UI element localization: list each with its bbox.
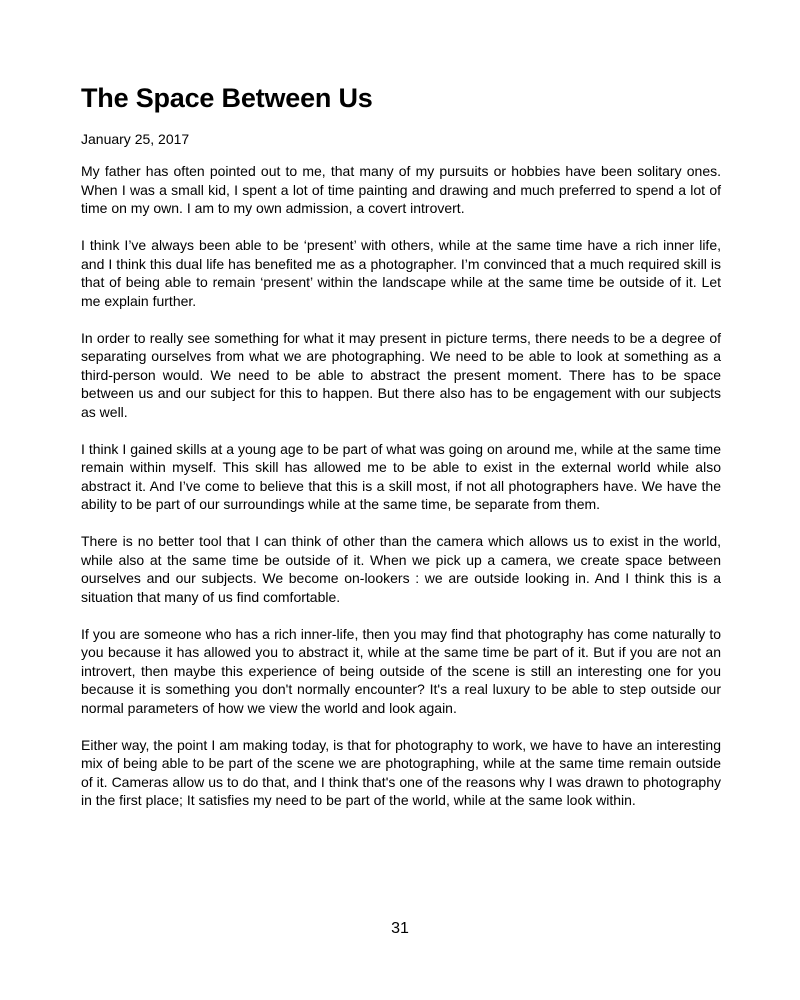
article-date: January 25, 2017 xyxy=(81,131,190,147)
paragraph: In order to really see something for what it may present in picture terms, there needs to be a degree of separating ourselves from what we are photographing. We need to be able to look at something as a third-person would. We need to be able to abstract the present moment. There has to be space between us and our subject for this to happen. But there also has to be engagement with our subjects as well. xyxy=(81,329,721,420)
paragraph: Either way, the point I am making today, is that for photography to work, we have to have an interesting mix of being able to be part of the scene we are photographing, while at the same time remain outside of it. Cameras allow us to do that, and I think that's one of the reasons why I was drawn to photography in the first place; It satisfies my need to be part of the world, while at the same look within. xyxy=(81,736,721,808)
paragraph: I think I gained skills at a young age to be part of what was going on around me, while at the same time remain within myself. This skill has allowed me to be able to exist in the external world while also abstract it. And I’ve come to believe that this is a skill most, if not all photographers have. We have the ability to be part of our surroundings while at the same time, be separate from them. xyxy=(81,440,721,512)
article xyxy=(81,80,721,828)
page-number: 31 xyxy=(391,920,409,937)
paragraph: My father has often pointed out to me, that many of my pursuits or hobbies have been solitary ones. When I was a small kid, I spent a lot of time painting and drawing and much preferred to spend a lot of time on my own. I am to my own admission, a covert introvert. xyxy=(81,163,721,216)
paragraph: There is no better tool that I can think of other than the camera which allows us to exist in the world, while also at the same time be outside of it. When we pick up a camera, we create space between ourselves and our subjects. We become on-lookers : we are outside looking in. And I think this is a situation that many of us find comfortable. xyxy=(81,533,721,605)
article-title: The Space Between Us xyxy=(81,83,373,113)
paragraph: If you are someone who has a rich inner-life, then you may find that photography has come naturally to you because it has allowed you to abstract it, while at the same time be part of it. But if you are not an introvert, then maybe this experience of being outside of the scene is still an interesting one for you because it is something you don't normally encounter? It's a real luxury to be able to step outside our normal parameters of how we view the world and look again. xyxy=(81,625,721,716)
paragraph: I think I’ve always been able to be ‘present’ with others, while at the same time have a rich inner life, and I think this dual life has benefited me as a photographer. I’m convinced that a much required skill is that of being able to remain ‘present’ within the landscape while at the same time be outside of it. Let me explain further. xyxy=(81,237,721,309)
article-body xyxy=(81,162,721,810)
